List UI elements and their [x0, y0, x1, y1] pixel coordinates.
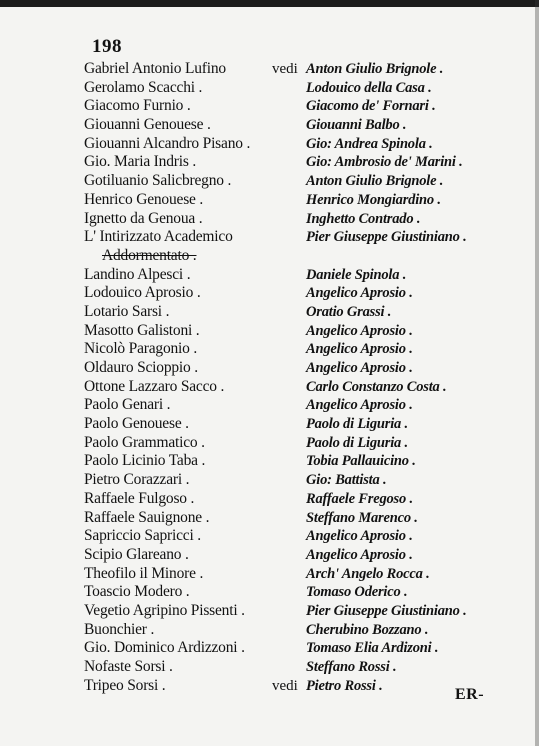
real-name: Gio: Battista . [306, 472, 387, 489]
pseudonym [84, 583, 189, 602]
real-name: Angelico Aprosio . [306, 528, 413, 545]
real-name: Arch' Angelo Rocca . [306, 565, 430, 582]
real-name: Paolo di Liguria . [306, 416, 408, 433]
index-entry [0, 60, 539, 79]
vedi-label: vedi [272, 677, 298, 694]
index-entry [0, 79, 539, 98]
index-entry [0, 210, 539, 229]
real-name: Pier Giuseppe Giustiniano . [306, 602, 467, 619]
real-name: Daniele Spinola . [306, 266, 407, 283]
pseudonym [84, 153, 196, 172]
index-entry [0, 135, 539, 154]
pseudonym-text: Nicolò Paragonio . [84, 340, 198, 358]
real-name: Giouanni Balbo . [306, 117, 407, 134]
pseudonym-text: Landino Alpesci . [84, 265, 191, 283]
index-entry [0, 452, 539, 471]
pseudonym [84, 172, 231, 191]
pseudonym [84, 303, 169, 322]
pseudonym [84, 621, 154, 640]
real-name: Angelico Aprosio . [306, 360, 413, 377]
index-entry [0, 565, 539, 584]
pseudonym-text: Vegetio Agripino Pissenti . [84, 601, 245, 619]
pseudonym-text: Sapriccio Sapricci . [84, 527, 201, 545]
index-entry [0, 602, 539, 621]
pseudonym [84, 79, 202, 98]
real-name: Tobia Pallauicino . [306, 453, 416, 470]
pseudonym [84, 135, 250, 154]
pseudonym [84, 284, 201, 303]
pseudonym-text: Nofaste Sorsi . [84, 658, 173, 676]
pseudonym-text: Oldauro Scioppio . [84, 359, 198, 377]
index-entry [0, 191, 539, 210]
index-entry [0, 116, 539, 135]
index-entry [0, 284, 539, 303]
index-entry [0, 621, 539, 640]
real-name: Tomaso Oderico . [306, 584, 408, 601]
real-name: Oratio Grassi . [306, 303, 392, 320]
pseudonym [84, 677, 165, 696]
real-name: Angelico Aprosio . [306, 546, 413, 563]
index-entry [0, 583, 539, 602]
pseudonym-text: Raffaele Fulgoso . [84, 489, 195, 507]
pseudonym-text: Theofilo il Minore . [84, 564, 204, 582]
pseudonym-text: Buonchier . [84, 620, 155, 638]
real-name: Angelico Aprosio . [306, 341, 413, 358]
real-name: Tomaso Elia Ardizoni . [306, 640, 439, 657]
pseudonym [84, 546, 189, 565]
real-name: Giacomo de' Fornari . [306, 98, 436, 115]
pseudonym-text: Paolo Genari . [84, 396, 171, 414]
pseudonym [84, 97, 191, 116]
index-entry [0, 527, 539, 546]
index-entry [0, 471, 539, 490]
index-entry [0, 434, 539, 453]
real-name: Henrico Mongiardino . [306, 191, 441, 208]
pseudonym-text: Paolo Grammatico . [84, 433, 205, 451]
real-name: Steffano Rossi . [306, 659, 397, 676]
pseudonym-text: Paolo Licinio Taba . [84, 452, 206, 470]
real-name: Anton Giulio Brignole . [306, 61, 444, 77]
real-name: Cherubino Bozzano . [306, 621, 429, 638]
pseudonym [84, 602, 245, 621]
pseudonym-text: Lodouico Aprosio . [84, 284, 201, 302]
pseudonym [84, 415, 189, 434]
real-name: Lodouico della Casa . [306, 79, 432, 96]
real-name: Raffaele Fregoso . [306, 490, 413, 507]
index-entry [0, 359, 539, 378]
real-name: Carlo Constanzo Costa . [306, 378, 447, 395]
pseudonym-text: Masotto Galistoni . [84, 321, 200, 339]
index-entry [0, 322, 539, 341]
index-entry [0, 658, 539, 677]
catchword: ER- [455, 686, 485, 703]
top-rule [0, 0, 539, 7]
real-name: Inghetto Contrado . [306, 210, 421, 227]
real-name: Angelico Aprosio . [306, 285, 413, 302]
page-number: 198 [92, 36, 122, 57]
index-entry [0, 97, 539, 116]
index-entry [0, 509, 539, 528]
pseudonym-text: Toascio Modero . [84, 583, 190, 601]
real-name: Gio: Andrea Spinola . [306, 135, 433, 152]
pseudonym [84, 471, 189, 490]
pseudonym [84, 509, 209, 528]
pseudonym-text: Giouanni Genouese . [84, 116, 211, 134]
pseudonym-text: Tripeo Sorsi . [84, 676, 166, 694]
real-name: Gio: Ambrosio de' Marini . [306, 154, 463, 171]
pseudonym [84, 490, 194, 509]
pseudonym [84, 322, 199, 341]
real-name: Angelico Aprosio . [306, 322, 413, 339]
index-entry [0, 546, 539, 565]
pseudonym [84, 434, 205, 453]
pseudonym [84, 60, 226, 79]
pseudonym [84, 359, 198, 378]
pseudonym [84, 210, 202, 229]
pseudonym [84, 639, 245, 658]
pseudonym-text: Scipio Glareano . [84, 545, 189, 563]
pseudonym-text: Lotario Sarsi . [84, 302, 170, 320]
pseudonym-text: Gio. Dominico Ardizzoni . [84, 639, 245, 657]
pseudonym [84, 565, 203, 584]
pseudonym [84, 116, 211, 135]
real-name: Pietro Rossi . [306, 677, 383, 694]
pseudonym [84, 228, 233, 265]
real-name: Steffano Marenco . [306, 509, 418, 526]
pseudonym-continuation: Addormentato . [102, 246, 197, 264]
pseudonym [84, 658, 173, 677]
pseudonym-text: Gabriel Antonio Lufino [84, 60, 226, 77]
pseudonym [84, 266, 190, 285]
pseudonym-text: Gio. Maria Indris . [84, 153, 196, 171]
index-entry [0, 172, 539, 191]
real-name: Angelico Aprosio . [306, 397, 413, 414]
index-entry [0, 340, 539, 359]
index-entry [0, 378, 539, 397]
pseudonym-text: Gotiluanio Salicbregno . [84, 172, 232, 190]
pseudonym [84, 191, 203, 210]
vedi-label: vedi [272, 61, 298, 77]
pseudonym-text: Giouanni Alcandro Pisano . [84, 134, 251, 152]
index-entry [0, 415, 539, 434]
index-entry [0, 396, 539, 415]
pseudonym [84, 396, 170, 415]
pseudonym-text: Gerolamo Scacchi . [84, 78, 203, 96]
pseudonym-text: Ignetto da Genoua . [84, 209, 203, 227]
index-entries [0, 60, 539, 695]
pseudonym [84, 527, 201, 546]
pseudonym-text: Henrico Genouese . [84, 190, 204, 208]
real-name: Anton Giulio Brignole . [306, 173, 444, 190]
pseudonym-text: Ottone Lazzaro Sacco . [84, 377, 225, 395]
index-entry [0, 153, 539, 172]
pseudonym-text: Giacomo Furnio . [84, 97, 191, 115]
real-name: Paolo di Liguria . [306, 434, 408, 451]
index-entry [0, 228, 539, 265]
real-name: Pier Giuseppe Giustiniano . [306, 229, 467, 246]
index-entry [0, 490, 539, 509]
pseudonym [84, 452, 205, 471]
index-entry [0, 266, 539, 285]
pseudonym-text: Paolo Genouese . [84, 415, 189, 433]
pseudonym [84, 340, 197, 359]
index-entry [0, 303, 539, 322]
index-entry [0, 639, 539, 658]
pseudonym [84, 378, 224, 397]
pseudonym-text: Raffaele Sauignone . [84, 508, 210, 526]
pseudonym-text: L' Intirizzato Academico [84, 228, 233, 246]
pseudonym-text: Pietro Corazzari . [84, 471, 190, 489]
